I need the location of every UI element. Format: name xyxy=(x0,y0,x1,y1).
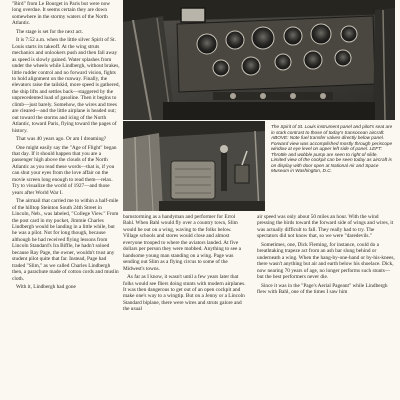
article-paragraph: air speed was only about 50 miles an hour. With the wind pressing the birds toward the forward side of wings and wires, it was actually difficult to fall. They really had to try. The spectators did not know that, so we were "daredevils." xyxy=(257,214,394,240)
article-paragraph: The airmail that carried me to within a half-mile of the hilltop Steinton South 24th Street in Lincoln, Neb., was labeled, "College View." From the post card in my pocket, Jimmie Charles Lindbergh would be landing in a little while, but he was a pilot. Not for long though, because although he had received flying lessons from Lincoln Standard's Ira Biffle, he hadn't soloed because Ray Page, the owner, wouldn't trust any student pilot quite that far. Instead, Page had traded "Slim," as we called Charles Lindbergh then, a parachute made of cotton cords and muslin cloth. xyxy=(12,198,119,282)
article-paragraph: "Bird" from Le Bourget in Paris but were now long overdue. It seems certain they are down somewhere in the stormy waters of the North Atlantic. xyxy=(12,1,111,27)
article-paragraph: Since it was in the "Page's Aerial Pageant" while Lindbergh flew with Bahl, one of the times I saw him xyxy=(257,282,388,295)
article-paragraph: That was 40 years ago. Or am I dreaming? xyxy=(16,136,107,143)
article-paragraph: barnstorming as a handyman and performer for Errol Bahl. When Bahl would fly over a country town, Slim would be out on a wing, waving to the folks below. Village schools and stores would close and almost everyone trooped to where the aviators landed. At five dollars per person they were mobbed. Anything to see a handsome young man standing on a wing. Page was sending out Slim as a flying circus to some of the Midwest's towns. xyxy=(123,214,241,272)
cabin-photo-illustration xyxy=(123,121,265,211)
article-paragraph: Sometimes, one, Dick Fleming, for instance, could do a breathtaking trapeze act from an ash bar slung behind or underneath a wing. When the hang-by-one-hand or by-his-knees, there wasn't anything but air and earth below his shoelace. Dick, now nearing 70 years of age, no longer performs such stunts—but the best performers never die. xyxy=(257,241,395,281)
photo-caption: The Spirit of St. Louis instrument panel and pilot's seat are in stark contrast to those of today's transocean aircraft. ABOVE: Note fuel transfer valves directly below panel. Forward view was accomplished mostly through periscope window at eye level on upper left side of panel. LEFT: Throttle and wobble pump are seen to right of slide. Limited view of the cockpit can be seen today as aircraft is on display with door open at National Air and Space Museum in Washington, D.C. xyxy=(271,124,393,174)
article-paragraph: With it, Lindbergh had gone xyxy=(16,284,76,291)
cockpit-instrument-panel-photo xyxy=(123,0,395,120)
cockpit-photo-illustration xyxy=(123,0,395,120)
cockpit-seat-throttle-photo xyxy=(123,121,265,211)
photo-caption-box xyxy=(268,121,395,211)
article-paragraph: The stage is set for the next act. xyxy=(16,28,84,35)
article-paragraph: As far as I know, it wasn't until a few years later that folks would see fliers doing stunts with modern airplanes. It was then dangerous to get out of an open cockpit and make one's way to a wingtip. But on a Jenny or a Lincoln Standard biplane, there were wires and struts galore and the usual xyxy=(123,274,246,313)
article-paragraph: One might easily say the "Age of Flight" began that day. If it should happen that you are a passenger high above the clouds of the North Atlantic as you read these words—that is, if you can shut your eyes from the love affair on the movie screen long enough to read them—relax. Try to visualize the world of 1927—and those years after World War I. xyxy=(12,144,117,196)
article-column-left xyxy=(12,1,120,398)
article-paragraph: It is 7:52 a.m. when the little silver Spirit of St. Louis starts its takeoff. At the wing struts mechanics and onlookers push and then fall away as speed is slowly gained. Water splashes from under the wheels while Lindbergh, without brakes, little rudder control and no forward vision, fights to hold alignment on the runway. Finally, the elevators raise the tailskid, more speed is gathered, the ship lifts and settles back—staggered by the unprecedented load of gasoline. Then it begins to climb—just barely. Somehow, the wires and trees are cleared—and the little airplane is headed out; out toward the storms and icing of the North Atlantic, toward Paris, flying toward the pages of history. xyxy=(12,37,120,134)
article-column-middle xyxy=(123,214,247,398)
article-column-right xyxy=(257,214,395,398)
